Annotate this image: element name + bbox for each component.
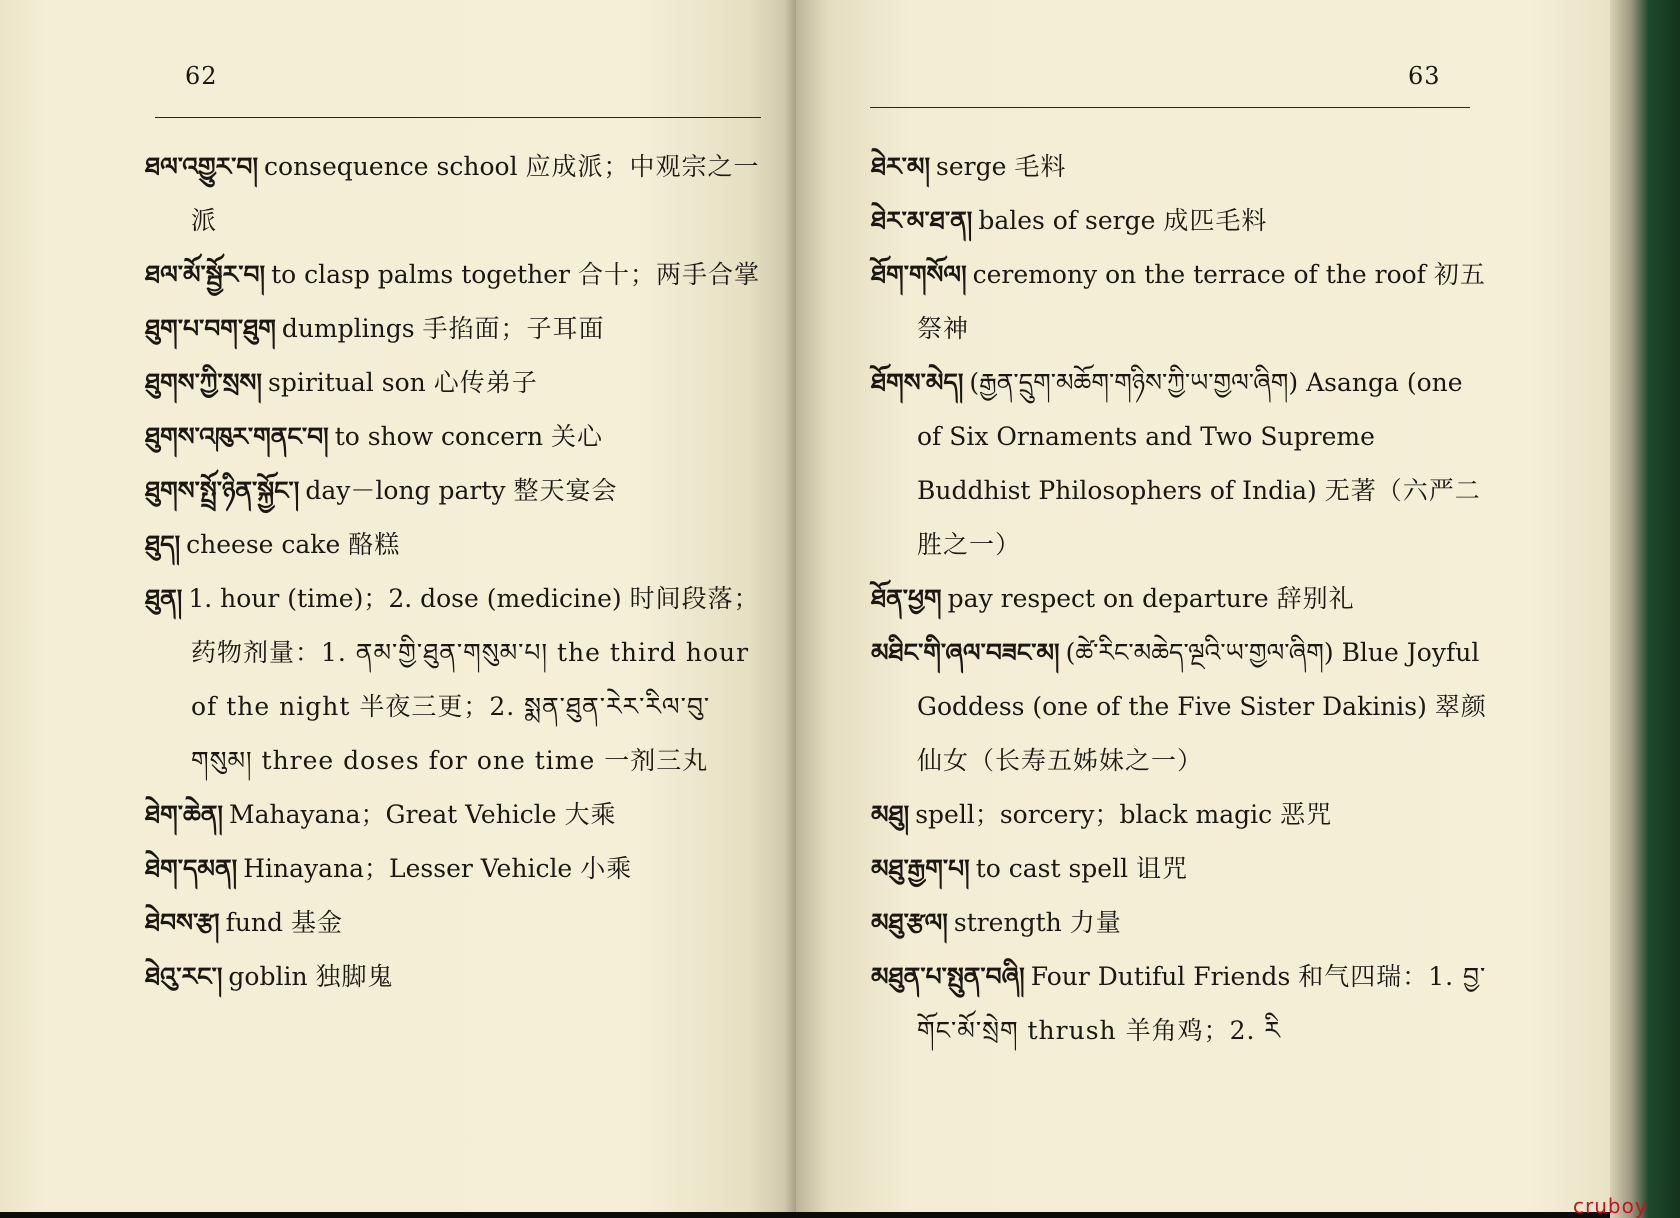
entry-headword: ཐུག་པ་བག་ཐུག [145, 314, 276, 343]
dictionary-entry [871, 788, 1493, 842]
entry-headword: ཐེར་མ་ཐ་ན། [871, 206, 973, 235]
dictionary-entry [145, 248, 770, 302]
entry-headword: ཐེར་མ། [871, 152, 931, 181]
dictionary-entry [871, 950, 1493, 1058]
entry-english: 1. hour (time)；2. dose (medicine) [188, 584, 622, 613]
dictionary-entry [145, 410, 770, 464]
entry-headword: ཐོན་ཕྱག [871, 584, 942, 613]
entry-chinese: 恶咒 [1280, 800, 1333, 829]
dictionary-entry [871, 356, 1493, 572]
entry-english: Four Dutiful Friends [1030, 962, 1291, 991]
entry-chinese: 和气四瑞：1. བྱ་གོང་མོ་སྲེག thrush 羊角鸡；2. རི [917, 962, 1487, 1045]
dictionary-entry [145, 950, 770, 1004]
entry-chinese: 酪糕 [348, 530, 401, 559]
dictionary-entry [145, 302, 770, 356]
entry-headword: ཐུད། [145, 530, 181, 559]
entry-chinese: 心传弟子 [433, 368, 538, 397]
entry-english: spiritual son [267, 368, 426, 397]
entry-headword: ཐུགས་འཁུར་གནང་བ། [145, 422, 329, 451]
entry-chinese: 小乘 [580, 854, 633, 883]
entry-headword: ཐེབས་རྩ། [145, 908, 220, 937]
entry-headword: མཐུ་རྒྱག་པ། [871, 854, 970, 883]
page-number: 62 [185, 62, 218, 90]
entry-english: to cast spell [975, 854, 1129, 883]
entry-english: day－long party [305, 476, 506, 505]
entry-chinese: 辞别礼 [1276, 584, 1355, 613]
dictionary-entry [145, 572, 770, 788]
entry-english: (ཚེ་རིང་མཆེད་ལྔའི་ཡ་གྱལ་ཞིག) Blue Joyful Goddess (one of the Five Sister Dakinis) [917, 638, 1480, 721]
entry-english: Mahayana；Great Vehicle [228, 800, 557, 829]
dictionary-entry [871, 626, 1493, 788]
entry-chinese: 大乘 [564, 800, 617, 829]
entry-chinese: 手掐面；子耳面 [422, 314, 605, 343]
entry-english: bales of serge [978, 206, 1156, 235]
entry-english: goblin [228, 962, 308, 991]
entry-headword: ཐལ་འགྱུར་བ། [145, 152, 259, 181]
entry-headword: ཐོག་གསོལ། [871, 260, 967, 289]
dictionary-entry [145, 842, 770, 896]
entry-english: fund [225, 908, 284, 937]
header-rule [870, 107, 1470, 108]
entry-chinese: 力量 [1069, 908, 1122, 937]
dictionary-entry [145, 464, 770, 518]
dictionary-entry [871, 140, 1493, 194]
dictionary-entry [871, 194, 1493, 248]
entry-english: (རྒྱན་དྲུག་མཆོག་གཉིས་ཀྱི་ཡ་གྱལ་ཞིག) Asanga (one of Six Ornaments and Two Supreme Buddhist Philosophers of India) [917, 368, 1463, 505]
entry-english: cheese cake [186, 530, 341, 559]
right-entries [871, 140, 1493, 1058]
entry-headword: མཐུན་པ་སྤུན་བཞི། [871, 962, 1025, 991]
entry-headword: ཐེའུ་རང་། [145, 962, 223, 991]
entry-english: spell；sorcery；black magic [915, 800, 1273, 829]
entry-headword: ཐོགས་མེད། [871, 368, 964, 397]
entry-chinese: 独脚鬼 [315, 962, 394, 991]
entry-chinese: 时间段落；药物剂量：1. ནམ་གྱི་ཐུན་གསུམ་པ། the third hour of the night 半夜三更；2. སྨན་ཐུན་རེར་རིལ་བུ་གསུམ། three doses for one time 一剂三丸 [191, 584, 760, 775]
entry-chinese: 诅咒 [1136, 854, 1189, 883]
entry-chinese: 初五祭神 [917, 260, 1486, 343]
entry-english: consequence school [264, 152, 518, 181]
entry-chinese: 翠颜仙女（长寿五姊妹之一） [917, 692, 1487, 775]
entry-english: to clasp palms together [271, 260, 570, 289]
dictionary-entry [145, 518, 770, 572]
dictionary-entry [871, 842, 1493, 896]
left-entries [145, 140, 770, 1004]
entry-english: ceremony on the terrace of the roof [972, 260, 1426, 289]
entry-english: Hinayana；Lesser Vehicle [243, 854, 573, 883]
dictionary-entry [145, 356, 770, 410]
entry-headword: ཐེག་ཆེན། [145, 800, 223, 829]
dictionary-entry [145, 896, 770, 950]
entry-english: to show concern [334, 422, 544, 451]
entry-headword: ཐུན། [145, 584, 183, 613]
entry-headword: ཐུགས་སྤྲོ་ཉིན་སྐྱོང་། [145, 476, 300, 505]
entry-chinese: 应成派；中观宗之一派 [191, 152, 760, 235]
right-page [796, 0, 1610, 1212]
dictionary-entry [871, 248, 1493, 356]
entry-chinese: 基金 [290, 908, 343, 937]
signature: cruboy [1573, 1194, 1648, 1218]
entry-headword: ཐེག་དམན། [145, 854, 238, 883]
left-page [0, 0, 796, 1212]
entry-chinese: 成匹毛料 [1163, 206, 1268, 235]
book-cover-edge [1610, 0, 1680, 1218]
entry-chinese: 整天宴会 [513, 476, 618, 505]
entry-english: serge [936, 152, 1007, 181]
entry-headword: ཐལ་མོ་སྦྱོར་བ། [145, 260, 266, 289]
entry-chinese: 合十；两手合掌 [577, 260, 760, 289]
entry-headword: མཐིང་གི་ཞལ་བཟང་མ། [871, 638, 1060, 667]
entry-headword: མཐུ། [871, 800, 910, 829]
entry-chinese: 关心 [551, 422, 604, 451]
entry-headword: མཐུ་རྩལ། [871, 908, 948, 937]
header-rule [155, 117, 761, 118]
entry-english: pay respect on departure [947, 584, 1269, 613]
page-number: 63 [1408, 62, 1441, 90]
dictionary-entry [145, 140, 770, 248]
entry-headword: ཐུགས་ཀྱི་སྲས། [145, 368, 262, 397]
dictionary-entry [145, 788, 770, 842]
dictionary-entry [871, 572, 1493, 626]
entry-english: strength [953, 908, 1062, 937]
entry-english: dumplings [281, 314, 415, 343]
entry-chinese: 无著（六严二胜之一） [917, 476, 1481, 559]
entry-chinese: 毛料 [1014, 152, 1067, 181]
dictionary-entry [871, 896, 1493, 950]
